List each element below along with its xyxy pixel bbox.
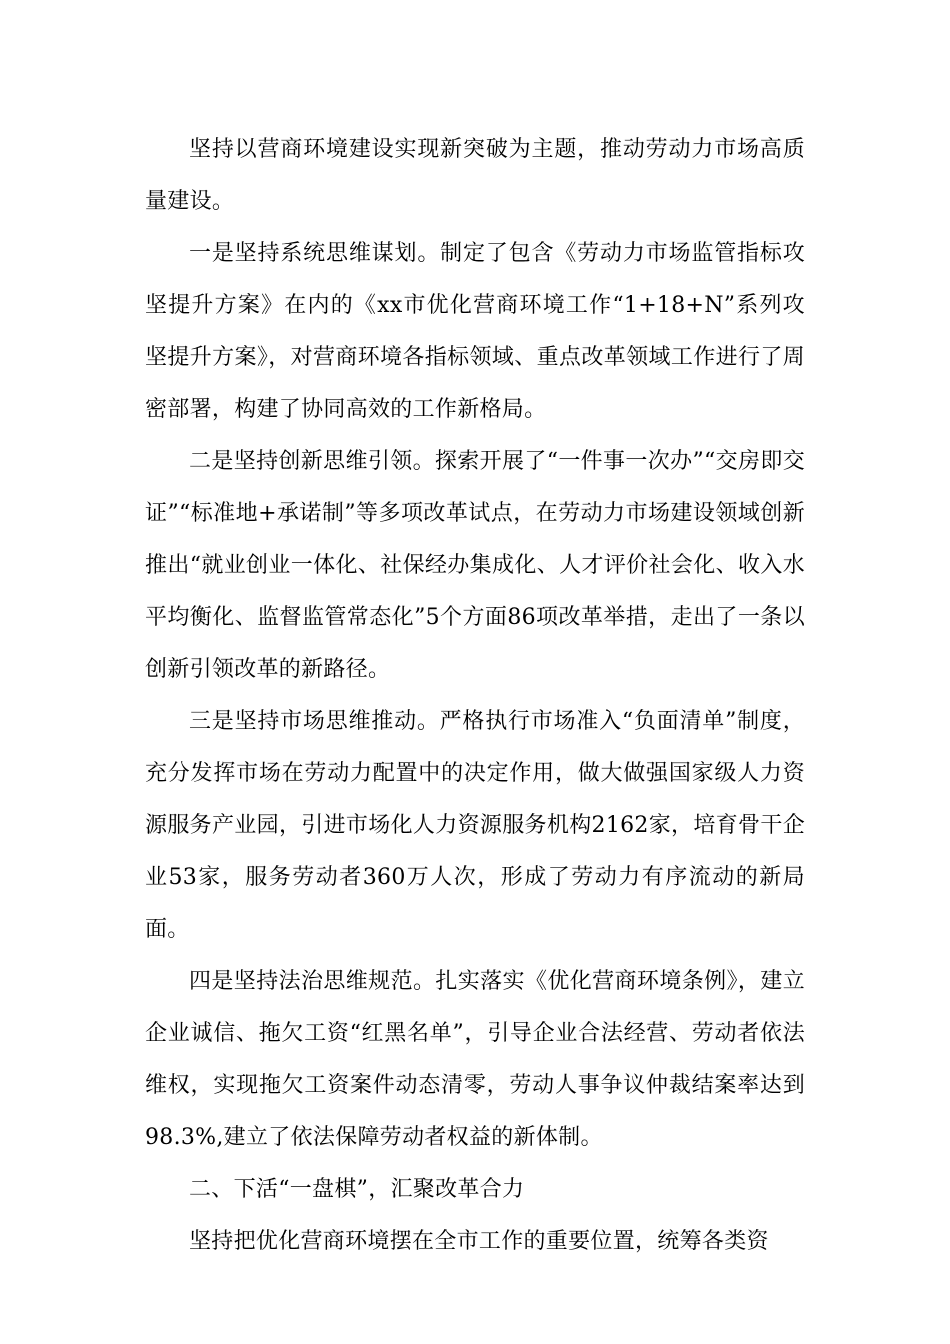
paragraph-systematic-thinking: 一是坚持系统思维谋划。制定了包含《劳动力市场监管指标攻坚提升方案》在内的《xx市优化营商环境工作“1+18+N”系列攻坚提升方案》，对营商环境各指标领域、重点改革领域工作进行了周密部署，构建了协同高效的工作新格局。 — [145, 241, 805, 422]
paragraph-theme: 坚持以营商环境建设实现新突破为主题，推动劳动力市场高质量建设。 — [145, 137, 805, 214]
paragraph-market-thinking: 三是坚持市场思维推动。严格执行市场准入“负面清单”制度，充分发挥市场在劳动力配置中的决定作用，做大做强国家级人力资源服务产业园，引进市场化人力资源服务机构2162家，培育骨干企业53家，服务劳动者360万人次，形成了劳动力有序流动的新局面。 — [145, 709, 805, 942]
paragraph-overall-planning: 坚持把优化营商环境摆在全市工作的重要位置，统筹各类资 — [189, 1229, 769, 1254]
paragraph-rule-of-law-thinking: 四是坚持法治思维规范。扎实落实《优化营商环境条例》，建立企业诚信、拖欠工资“红黑名单”，引导企业合法经营、劳动者依法维权，实现拖欠工资案件动态清零，劳动人事争议仲裁结案率达到98.3%,建立了依法保障劳动者权益的新体制。 — [145, 969, 805, 1150]
paragraph-innovative-thinking: 二是坚持创新思维引领。探索开展了“一件事一次办”“交房即交证”“标准地+承诺制”等多项改革试点，在劳动力市场建设领域创新推出“就业创业一体化、社保经办集成化、人才评价社会化、收入水平均衡化、监督监管常态化”5个方面86项改革举措，走出了一条以创新引领改革的新路径。 — [145, 449, 805, 682]
document-body — [145, 124, 805, 1268]
section-heading: 二、下活“一盘棋”，汇聚改革合力 — [189, 1177, 525, 1202]
